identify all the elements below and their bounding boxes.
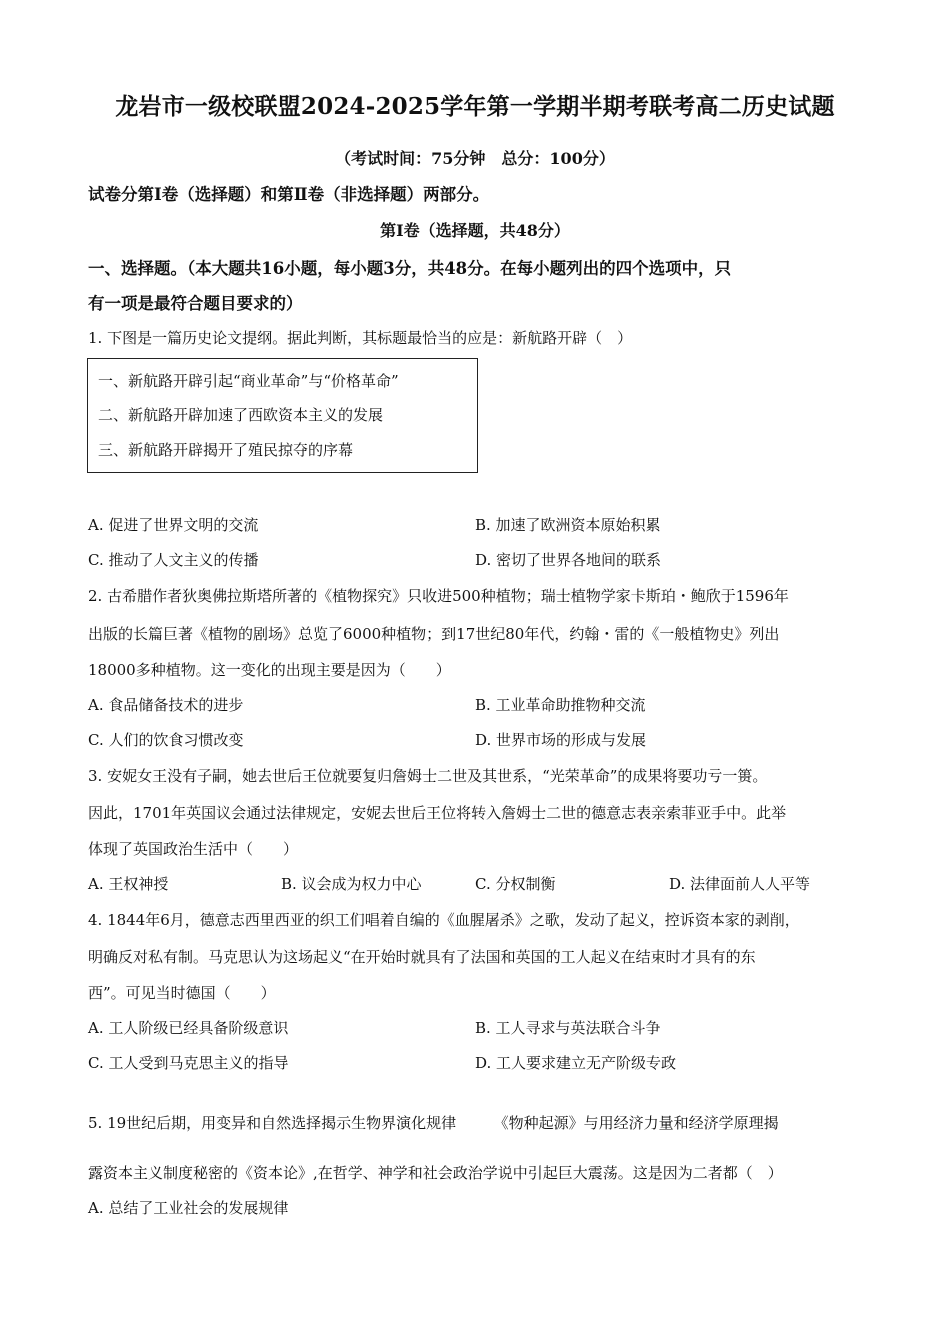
question-3-stem-line-1: 3. 安妮女王没有子嗣，她去世后王位就要复归詹姆士二世及其世系，“光荣革命”的成果将要功亏一篑。 bbox=[88, 767, 768, 785]
question-3-option-d: D. 法律面前人人平等 bbox=[669, 875, 811, 893]
question-1-stem: 1. 下图是一篇历史论文提纲。据此判断，其标题最恰当的应是：新航路开辟（ ） bbox=[88, 329, 633, 347]
question-4-stem-line-1: 4. 1844年6月，德意志西里西亚的织工们唱着自编的《血腥屠杀》之歌，发动了起义，控诉资本家的剥削， bbox=[88, 911, 800, 929]
essay-outline-box bbox=[87, 358, 478, 473]
outline-item-1: 一、新航路开辟引起“商业革命”与“价格革命” bbox=[98, 372, 399, 390]
question-5-stem-line-2: 露资本主义制度秘密的《资本论》,在哲学、神学和社会政治学说中引起巨大震荡。这是因为二者都（ ） bbox=[88, 1164, 783, 1182]
question-4-stem-line-3: 西”。可见当时德国（ ） bbox=[88, 984, 276, 1002]
question-4-option-b: B. 工人寻求与英法联合斗争 bbox=[475, 1019, 661, 1037]
exam-info: （考试时间：75分钟 总分：100分） bbox=[335, 149, 615, 168]
question-2-stem-line-1: 2. 古希腊作者狄奥佛拉斯塔所著的《植物探究》只收进500种植物；瑞士植物学家卡斯珀・鲍欣于1596年 bbox=[88, 587, 789, 605]
structure-note: 试卷分第Ⅰ卷（选择题）和第Ⅱ卷（非选择题）两部分。 bbox=[88, 185, 490, 204]
question-4-option-a: A. 工人阶级已经具备阶级意识 bbox=[88, 1019, 289, 1037]
question-2-option-d: D. 世界市场的形成与发展 bbox=[475, 731, 647, 749]
instructions-line-1: 一、选择题。（本大题共16小题，每小题3分，共48分。在每小题列出的四个选项中，只 bbox=[88, 259, 732, 278]
question-2-stem-line-2: 出版的长篇巨著《植物的剧场》总览了6000种植物；到17世纪80年代，约翰・雷的《一般植物史》列出 bbox=[88, 625, 780, 643]
question-5-option-a: A. 总结了工业社会的发展规律 bbox=[88, 1199, 289, 1217]
question-3-option-b: B. 议会成为权力中心 bbox=[281, 875, 422, 893]
question-4-option-d: D. 工人要求建立无产阶级专政 bbox=[475, 1054, 677, 1072]
question-3-stem-line-3: 体现了英国政治生活中（ ） bbox=[88, 840, 299, 858]
question-3-option-a: A. 王权神授 bbox=[88, 875, 169, 893]
question-1-option-d: D. 密切了世界各地间的联系 bbox=[475, 551, 662, 569]
question-2-stem-line-3: 18000多种植物。这一变化的出现主要是因为（ ） bbox=[88, 661, 451, 679]
question-1-option-c: C. 推动了人文主义的传播 bbox=[88, 551, 259, 569]
question-2-option-b: B. 工业革命助推物种交流 bbox=[475, 696, 646, 714]
outline-item-3: 三、新航路开辟揭开了殖民掠夺的序幕 bbox=[98, 441, 354, 459]
question-2-option-c: C. 人们的饮食习惯改变 bbox=[88, 731, 244, 749]
question-5-stem-line-1: 5. 19世纪后期，用变异和自然选择揭示生物界演化规律 《物种起源》与用经济力量和经济学原理揭 bbox=[88, 1114, 779, 1132]
section-title: 第Ⅰ卷（选择题，共48分） bbox=[380, 221, 570, 240]
exam-title: 龙岩市一级校联盟2024-2025学年第一学期半期考联考高二历史试题 bbox=[115, 93, 835, 120]
question-4-stem-line-2: 明确反对私有制。马克思认为这场起义“在开始时就具有了法国和英国的工人起义在结束时才具有的东 bbox=[88, 948, 756, 966]
question-4-option-c: C. 工人受到马克思主义的指导 bbox=[88, 1054, 289, 1072]
question-1-option-a: A. 促进了世界文明的交流 bbox=[88, 516, 259, 534]
question-2-option-a: A. 食品储备技术的进步 bbox=[88, 696, 244, 714]
question-1-option-b: B. 加速了欧洲资本原始积累 bbox=[475, 516, 661, 534]
instructions-line-2: 有一项是最符合题目要求的） bbox=[88, 294, 303, 313]
outline-item-2: 二、新航路开辟加速了西欧资本主义的发展 bbox=[98, 406, 384, 424]
question-3-option-c: C. 分权制衡 bbox=[475, 875, 556, 893]
question-3-stem-line-2: 因此，1701年英国议会通过法律规定，安妮去世后王位将转入詹姆士二世的德意志表亲索菲亚手中。此举 bbox=[88, 804, 787, 822]
